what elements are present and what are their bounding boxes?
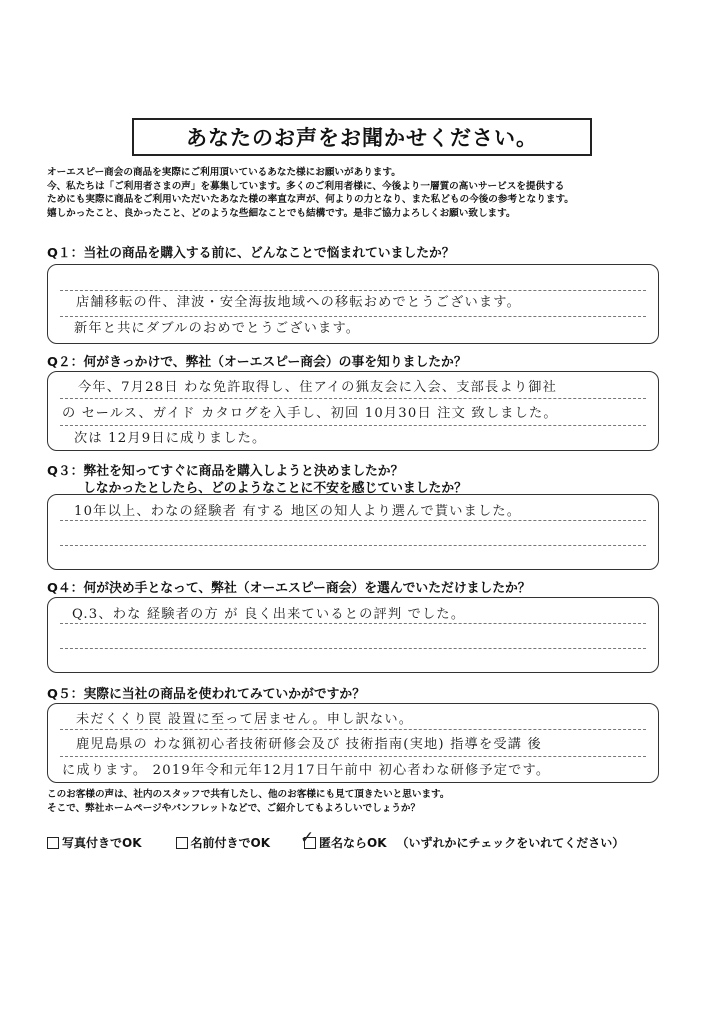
answer-2-line-1: 今年、7月28日 わな免許取得し、住アイの猟友会に入会、支部長より御社 [78,380,557,395]
answer-5-line-3: に成ります。 2019年令和元年12月17日午前中 初心者わな研修予定です。 [62,763,551,778]
answer-box-1 [47,264,659,344]
answer-3-line-1: 10年以上、わなの経験者 有する 地区の知人より選んで貰いました。 [74,504,522,519]
anonymous-label: 匿名ならOK [319,836,387,850]
answer-1-line-2: 新年と共にダブルのおめでとうございます。 [74,321,361,336]
question-3: Q３：弊社を知ってすぐに商品を購入しようと決めましたか？ [47,464,404,479]
answer-box-4 [47,597,659,673]
intro-line: 今、私たちは「ご利用者さまの声」を募集しています。多くのご利用者様に、今後より一層質の高いサービスを提供する [47,180,565,192]
question-3-sub: しなかったとしたら、どのようなことに不安を感じていましたか？ [83,481,467,496]
answer-5-line-1: 未だくくり罠 設置に至って居ません。申し訳ない。 [76,712,414,727]
intro-line: オーエスピー商会の商品を実際にご利用頂いているあなた様にお願いがあります。 [47,167,401,178]
intro-text [47,166,687,220]
name-label: 名前付きでOK [190,836,271,850]
option-name[interactable] [176,834,271,851]
options-note: （いずれかにチェックをいれてください） [396,836,625,850]
checkmark-icon: ✓ [300,827,315,848]
answer-2-line-2: の セールス、ガイド カタログを入手し、初回 10月30日 注文 致しました。 [62,406,558,421]
consent-options [47,827,687,851]
question-1: Q１：当社の商品を購入する前に、どんなことで悩まれていましたか？ [47,246,455,261]
form-title-box [132,118,592,156]
consent-line: そこで、弊社ホームページやパンフレットなどで、ご紹介してもよろしいでしょうか？ [47,802,421,814]
question-2: Q２：何がきっかけで、弊社（オーエスピー商会）の事を知りましたか？ [47,355,467,370]
name-checkbox[interactable] [176,837,188,849]
question-5: Q５：実際に当社の商品を使われてみていかがですか？ [47,687,366,702]
answer-5-line-2: 鹿児島県の わな猟初心者技術研修会及び 技術指南(実地) 指導を受講 後 [76,737,542,752]
question-4: Q４：何が決め手となって、弊社（オーエスピー商会）を選んでいただけましたか？ [47,581,531,596]
answer-box-3 [47,494,659,570]
option-photo[interactable] [47,834,142,851]
answer-box-5 [47,703,659,783]
consent-text [47,788,449,815]
photo-label: 写真付きでOK [62,836,142,850]
intro-line: ためにも実際に商品をご利用いただいたあなた様の率直な声が、何よりの力となり、また私どもの今後の参考となります。 [47,194,574,206]
consent-line: このお客様の声は、社内のスタッフで共有したし、他のお客様にも見て頂きたいと思います。 [47,789,450,800]
answer-2-line-3: 次は 12月9日に成りました。 [74,431,267,446]
answer-1-line-1: 店舗移転の件、津波・安全海抜地域への移転おめでとうございます。 [76,295,521,310]
intro-line: 嬉しかったこと、良かったこと、どのような些細なことでも結構です。是非ご協力よろしくお願い致します。 [47,207,516,219]
anonymous-checkbox[interactable] [300,827,316,849]
answer-box-2 [47,371,659,451]
answer-4-line-1: Q.3、わな 経験者の方 が 良く出来ているとの評判 でした。 [72,607,466,622]
photo-checkbox[interactable] [47,837,59,849]
form-title: あなたのお声をお聞かせください。 [186,126,538,150]
option-anonymous[interactable] [300,827,387,851]
